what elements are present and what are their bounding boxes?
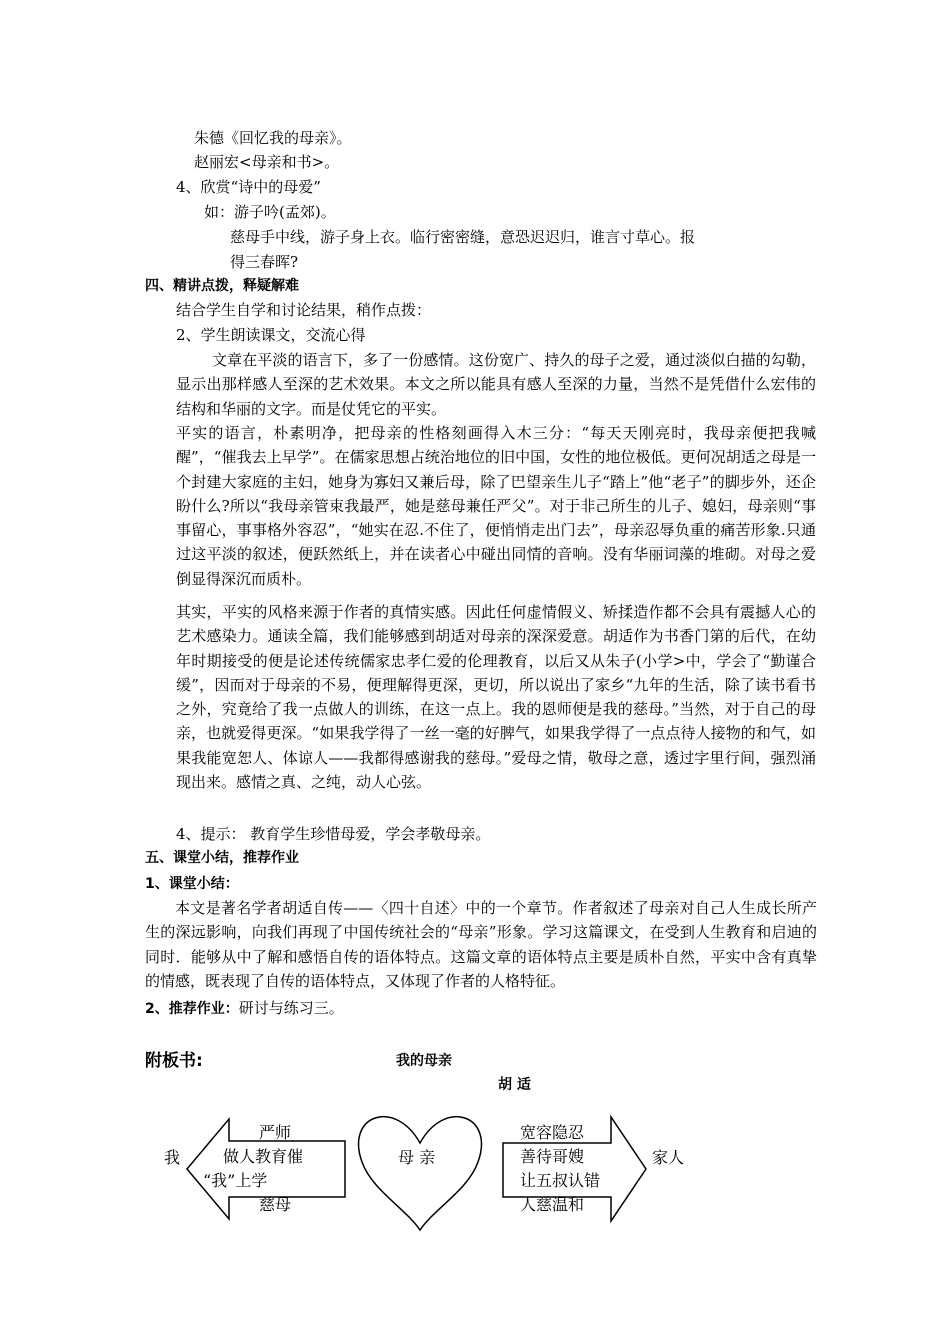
right-arrow-line-2: 善待哥嫂 — [520, 1147, 585, 1166]
ref-zhude: 朱德《回忆我的母亲》。 — [194, 129, 352, 147]
section-4-item-4: 4、提示： 教育学生珍惜母爱，学会孝敬母亲。 — [176, 825, 491, 843]
heart-label: 母 亲 — [398, 1148, 436, 1167]
section-4-item-2: 2、学生朗读课文，交流心得 — [176, 326, 366, 344]
homework-heading: 2、推荐作业： — [145, 1001, 239, 1017]
paragraph-3: 其实，平实的风格来源于作者的真情实感。因此任何虚情假义、矫揉造作都不会具有震撼人心的艺术感染力。通读全篇，我们能够感到胡适对母亲的深深爱意。胡适作为书香门第的后代，在幼年时期接受的便是论述传统儒家忠孝仁爱的伦理教育，以后又从朱子(小学>中，学会了“勤谨合缓”，因而对于母亲的不易，便理解得更深，更切，所以说出了家乡“九年的生活，除了读书看书之外，究竟给了我一点做人的训练，在这一点上。我的恩师便是我的慈母。”当然，对于自己的母亲，也就爱得更深。“如果我学得了一丝一毫的好脾气，如果我学得了一点点待人接物的和气，如果我能宽恕人、体谅人——我都得感谢我的慈母。”爱母之情，敬母之意，透过字里行间，强烈涌现出来。感情之真、之纯，动人心弦。 — [176, 603, 816, 792]
right-arrow-line-4: 人慈温和 — [520, 1195, 585, 1214]
section-4-heading: 四、精讲点拨，释疑解难 — [145, 278, 299, 294]
left-arrow-line-3: “我”上学 — [203, 1171, 268, 1190]
item-4-appreciate: 4、欣赏“诗中的母爱” — [176, 178, 321, 196]
class-summary-text: 本文是著名学者胡适自传——〈四十自述〉中的一个章节。作者叙述了母亲对自己人生成长所产生的深远影响，向我们再现了中国传统社会的“母亲”形象。学习这篇课文，在受到人生教育和启迪的同时．能够从中了解和感悟自传的语体特点。这篇文章的语体特点主要是质朴自然，平实中含有真挚的情感，既表现了自传的语体特点，又体现了作者的人格特征。 — [145, 899, 817, 990]
section-5-heading: 五、课堂小结，推荐作业 — [145, 850, 299, 866]
paragraph-1: 文章在平淡的语言下，多了一份感情。这份宽广、持久的母子之爱，通过淡似白描的勾勒，显示出那样感人至深的艺术效果。本文之所以能具有感人至深的力量，当然不是凭借什么宏伟的结构和华丽的文字。而是仗凭它的平实。 — [176, 351, 816, 418]
poem-title: 如：游子吟(孟郊)。 — [204, 203, 336, 221]
left-arrow-line-4: 慈母 — [259, 1195, 292, 1214]
left-arrow-line-2: 做人教育催 — [223, 1147, 304, 1166]
right-arrow-line-1: 宽容隐忍 — [520, 1123, 585, 1142]
board-author: 胡 适 — [498, 1077, 531, 1093]
board-label: 附板书: — [145, 1051, 203, 1071]
homework-text: 研讨与练习三。 — [238, 999, 344, 1017]
board-title: 我的母亲 — [396, 1053, 452, 1069]
class-summary-heading: 1、课堂小结： — [145, 876, 239, 892]
heart-shape — [359, 1117, 482, 1230]
paragraph-2: 平实的语言，朴素明净，把母亲的性格刻画得入木三分：“每天天刚亮时，我母亲便把我喊醒”，“催我去上早学”。在儒家思想占统治地位的旧中国，女性的地位极低。更何况胡适之母是一个封建大家庭的主妇，她身为寡妇又兼后母，除了巴望亲生儿子“踏上”他“老子”的脚步外，还企盼什么?所以“我母亲管束我最严，她是慈母兼任严父”。对于非己所生的儿子、媳妇，母亲则“事事留心，事事格外容忍”，“她实在忍.不住了，便悄悄走出门去”，母亲忍辱负重的痛苦形象.只通过这平淡的叙述，便跃然纸上，并在读者心中碰出同情的音响。没有华丽词藻的堆砌。对母之爱倒显得深沉而质朴。 — [176, 424, 816, 588]
left-arrow-line-1: 严师 — [259, 1123, 292, 1142]
right-arrow-line-3: 让五叔认错 — [520, 1171, 601, 1190]
ref-zhaolihong: 赵丽宏<母亲和书>。 — [194, 153, 340, 171]
poem-line-1: 慈母手中线，游子身上衣。临行密密缝，意恐迟迟归，谁言寸草心。报 — [230, 228, 696, 246]
poem-line-2: 得三春晖? — [230, 253, 299, 271]
section-4-intro: 结合学生自学和讨论结果，稍作点拨： — [176, 301, 432, 319]
board-right-outer: 家人 — [652, 1148, 685, 1167]
board-left-outer: 我 — [164, 1148, 181, 1167]
